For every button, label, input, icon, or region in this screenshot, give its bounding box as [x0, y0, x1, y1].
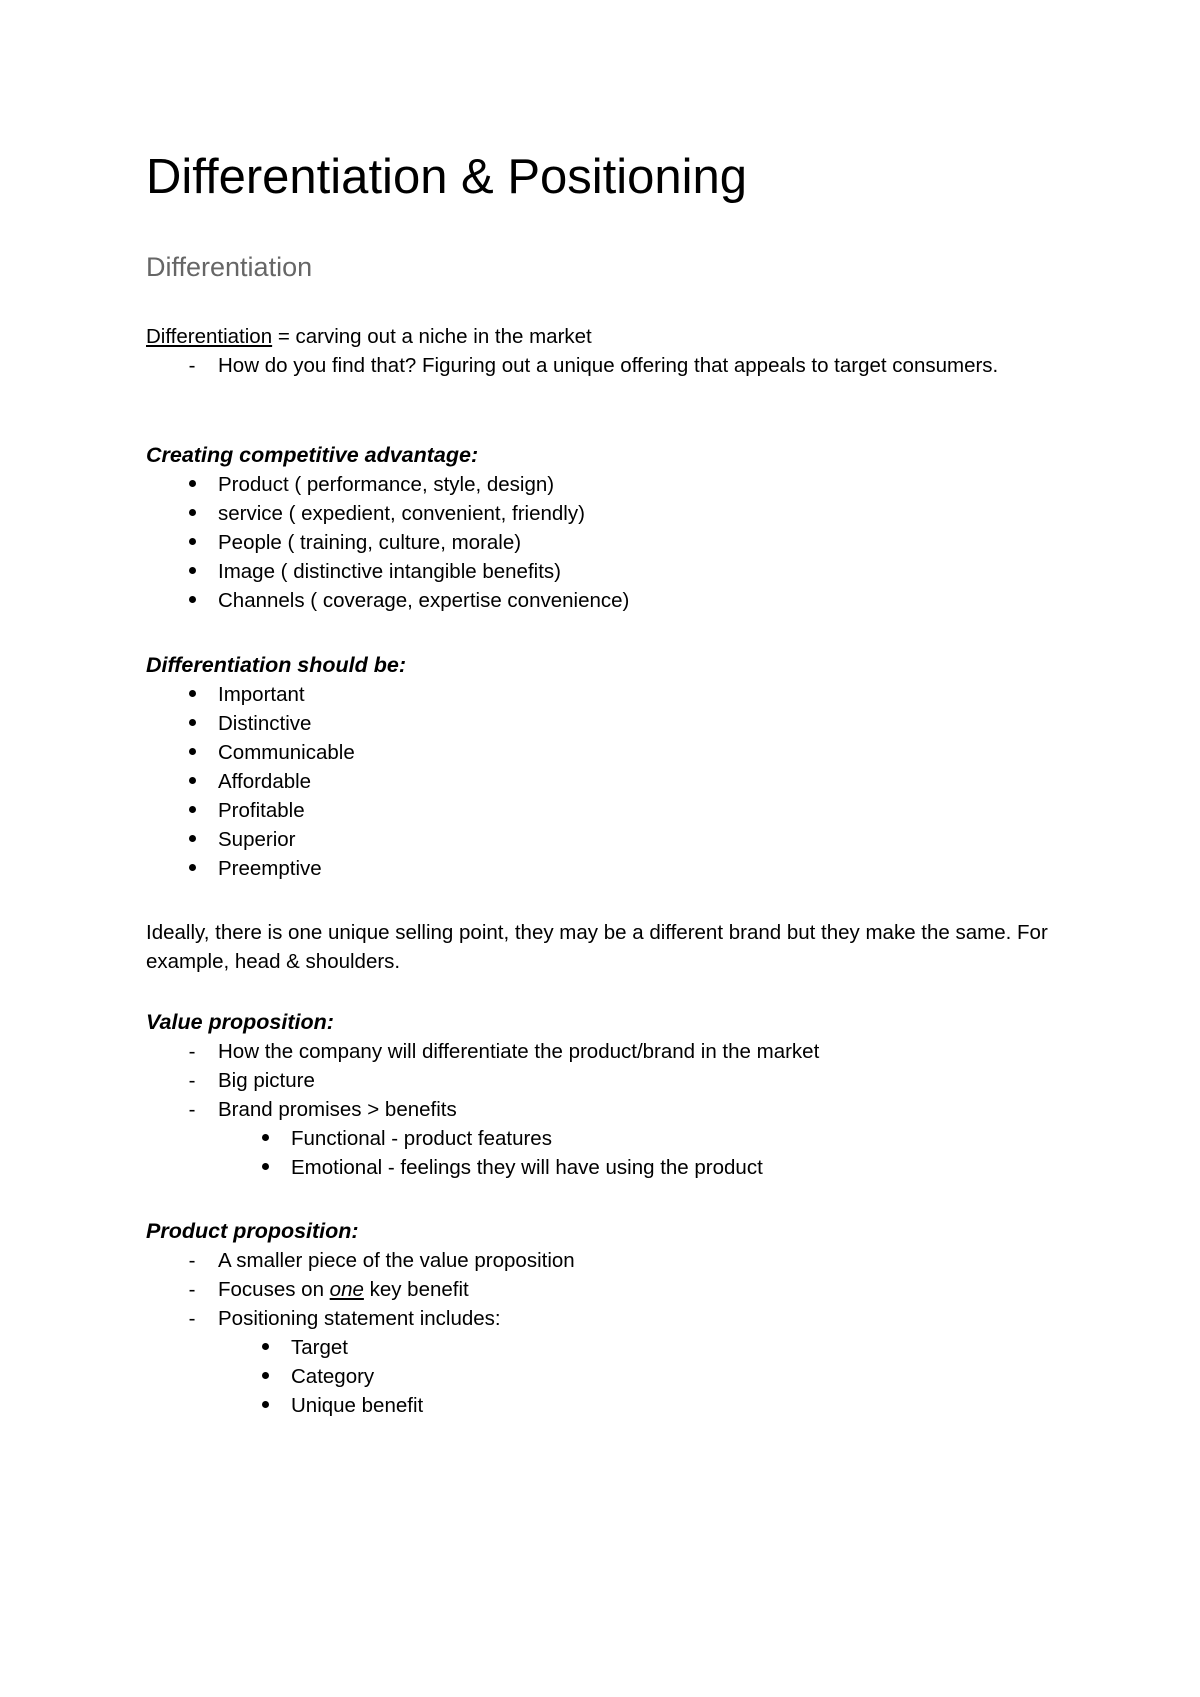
list-item: [146, 854, 1076, 883]
list-item-text: Communicable: [218, 741, 355, 764]
list-item-text: Profitable: [218, 799, 305, 822]
list-item-text: Superior: [218, 828, 296, 851]
bullet-icon: [255, 1333, 275, 1362]
list-item-text: Distinctive: [218, 712, 312, 735]
bullet-icon: [182, 738, 202, 767]
dash-marker: -: [188, 1040, 196, 1063]
sub-list-item: [146, 1362, 1076, 1391]
list-item: [146, 470, 1076, 499]
list-item-text: Channels ( coverage, expertise convenience): [218, 589, 630, 612]
bullet-icon: [182, 528, 202, 557]
list-item-text: Big picture: [218, 1069, 315, 1092]
definition-term: Differentiation: [146, 325, 273, 348]
section-heading: Value proposition:: [146, 1010, 334, 1034]
sub-list-item: [146, 1153, 1076, 1182]
bullet-icon: [255, 1153, 275, 1182]
sub-list-item: [146, 1391, 1076, 1420]
list-item-text: Category: [291, 1365, 375, 1388]
list-item-text: Preemptive: [218, 857, 322, 880]
list-item: [146, 528, 1076, 557]
list-item: [146, 499, 1076, 528]
bullet-icon: [255, 1362, 275, 1391]
list-item-text: Target: [291, 1336, 348, 1359]
bullet-icon: [255, 1391, 275, 1420]
list-item: [146, 709, 1076, 738]
bullet-icon: [182, 499, 202, 528]
list-item-text: A smaller piece of the value proposition: [218, 1249, 575, 1272]
should-be-section: [146, 651, 1076, 883]
list-item: [146, 767, 1076, 796]
definition-line: [146, 322, 1076, 351]
list-item-text: Product ( performance, style, design): [218, 473, 555, 496]
list-item-text: Brand promises > benefits: [218, 1098, 457, 1121]
list-item: [146, 680, 1076, 709]
bullet-icon: [182, 767, 202, 796]
dash-marker: -: [188, 1278, 196, 1301]
list-item-text-before: Focuses on: [218, 1278, 330, 1301]
bullet-icon: [182, 470, 202, 499]
list-item: [146, 586, 1076, 615]
list-item: [146, 1037, 1076, 1066]
list-item: [146, 557, 1076, 586]
value-proposition-section: [146, 1008, 1076, 1182]
bullet-icon: [182, 796, 202, 825]
list-item: [146, 738, 1076, 767]
dash-marker: -: [188, 1249, 196, 1272]
list-item: [146, 1304, 1076, 1333]
sub-list-item: [146, 1333, 1076, 1362]
list-item-text: Positioning statement includes:: [218, 1307, 501, 1330]
sub-list-item: [146, 1124, 1076, 1153]
dash-marker: -: [188, 354, 196, 377]
definition-text: = carving out a niche in the market: [272, 325, 592, 348]
list-item: [146, 1275, 1076, 1304]
list-item-text: Image ( distinctive intangible benefits): [218, 560, 561, 583]
dash-marker: -: [188, 1098, 196, 1121]
bullet-icon: [182, 854, 202, 883]
list-item: [146, 825, 1076, 854]
list-item-text: Unique benefit: [291, 1394, 424, 1417]
bullet-icon: [182, 586, 202, 615]
bullet-icon: [182, 557, 202, 586]
bullet-icon: [182, 680, 202, 709]
list-item-text: Emotional - feelings they will have using the product: [291, 1156, 763, 1179]
list-item-text: Important: [218, 683, 305, 706]
list-item: [146, 1066, 1076, 1095]
list-item-text: How the company will differentiate the product/brand in the market: [218, 1040, 820, 1063]
section-heading: Differentiation should be:: [146, 653, 406, 677]
page-title: Differentiation & Positioning: [146, 150, 748, 204]
list-item-text-after: key benefit: [363, 1278, 469, 1301]
dash-marker: -: [188, 1307, 196, 1330]
list-item: [146, 1246, 1076, 1275]
list-item: [146, 1095, 1076, 1124]
bullet-icon: [255, 1124, 275, 1153]
section-heading: Creating competitive advantage:: [146, 443, 479, 467]
dash-marker: -: [188, 1069, 196, 1092]
list-item-text: Affordable: [218, 770, 312, 793]
ideally-paragraph: Ideally, there is one unique selling point, they may be a different brand but they make the same. For example, head & shoulders.: [146, 921, 1048, 973]
bullet-icon: [182, 709, 202, 738]
emphasized-word: one: [329, 1278, 364, 1301]
bullet-icon: [182, 825, 202, 854]
list-item-text: People ( training, culture, morale): [218, 531, 522, 554]
list-item: [146, 351, 1076, 380]
list-item-text: Functional - product features: [291, 1127, 552, 1150]
competitive-advantage-section: [146, 441, 1076, 615]
section-heading: Product proposition:: [146, 1219, 359, 1243]
product-proposition-section: [146, 1217, 1076, 1420]
section-subtitle: Differentiation: [146, 252, 313, 282]
list-item: [146, 796, 1076, 825]
definition-block: [146, 322, 1076, 380]
list-item-text: How do you find that? Figuring out a unique offering that appeals to target consumers.: [218, 354, 999, 377]
list-item-text: service ( expedient, convenient, friendly): [218, 502, 585, 525]
